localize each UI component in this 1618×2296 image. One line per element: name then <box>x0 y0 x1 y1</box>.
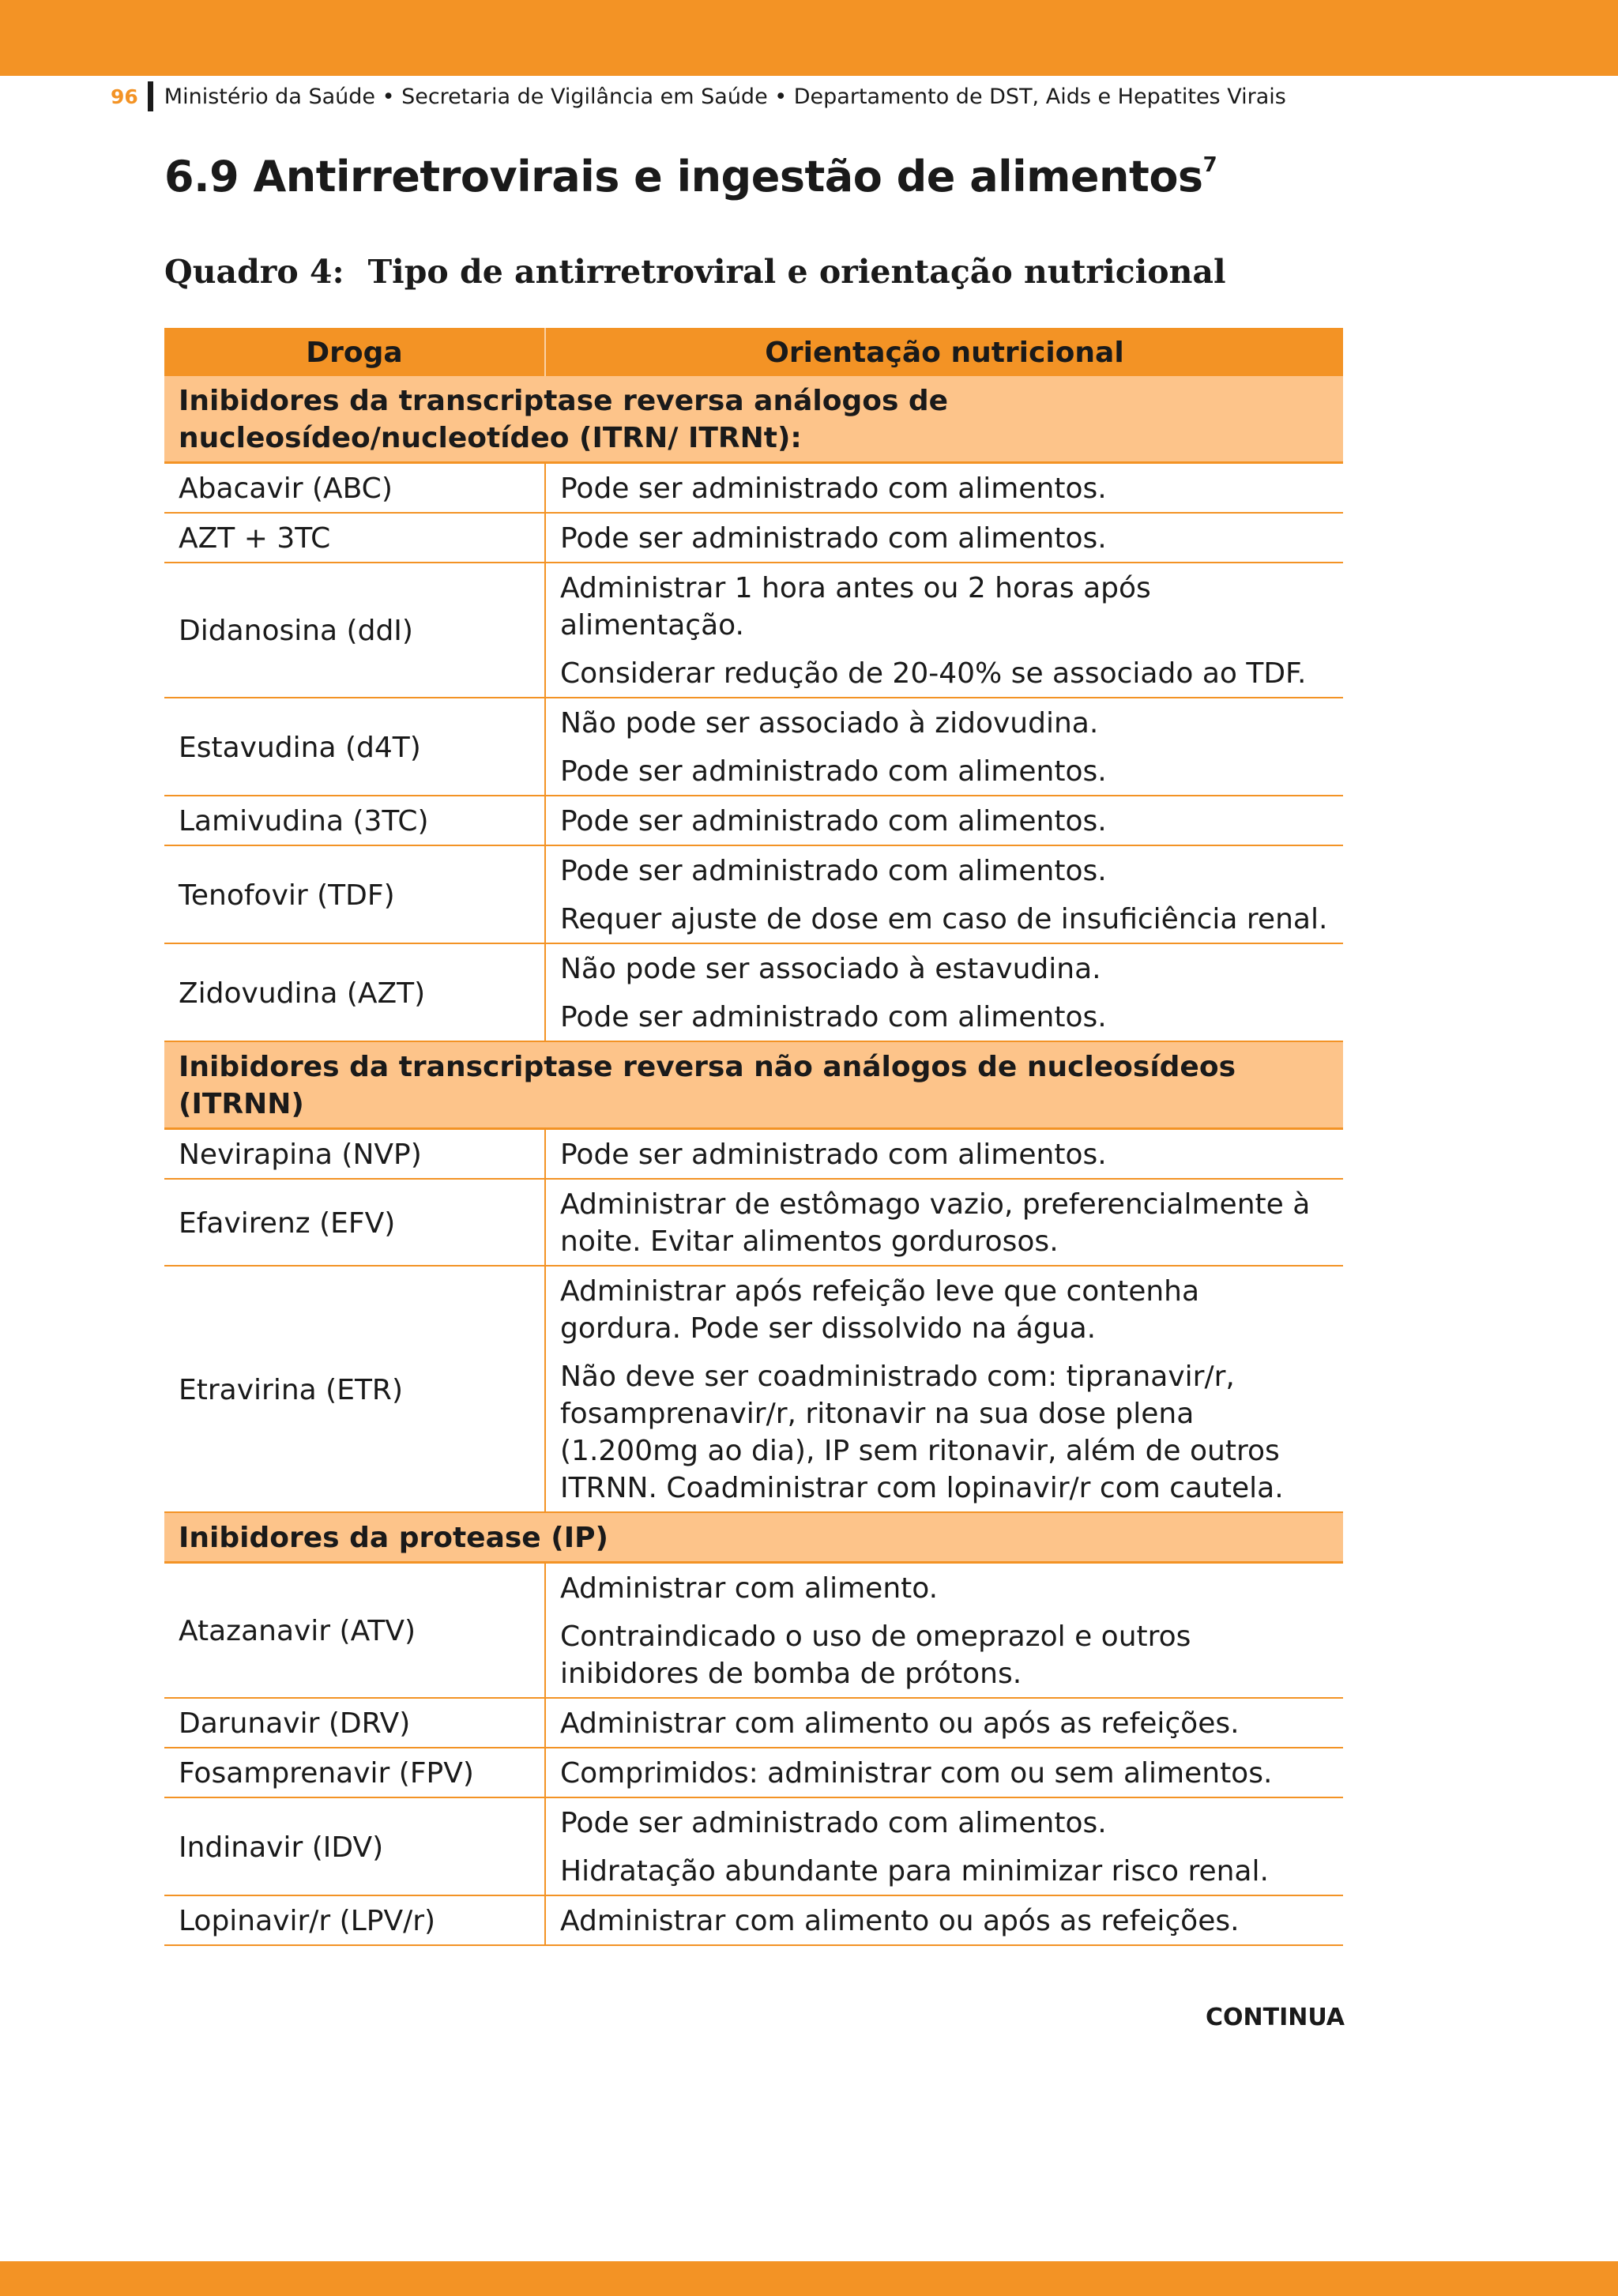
orientation-cell <box>545 563 1343 698</box>
orientation-note: Pode ser administrado com alimentos. <box>560 805 1107 837</box>
caption-label: Quadro 4: <box>164 253 344 291</box>
orientation-cell <box>545 1698 1343 1748</box>
orientation-note: Considerar redução de 20-40% se associado ao TDF. <box>560 657 1307 690</box>
orientation-note: Pode ser administrado com alimentos. <box>560 1807 1107 1839</box>
group-row <box>164 1512 1343 1563</box>
drug-cell: Atazanavir (ATV) <box>164 1563 545 1699</box>
drug-cell: Didanosina (ddI) <box>164 563 545 698</box>
header-drug: Droga <box>164 328 545 376</box>
drug-cell: Estavudina (d4T) <box>164 698 545 796</box>
table-row <box>164 1179 1343 1266</box>
table-header-row <box>164 328 1343 376</box>
orientation-note: Administrar após refeição leve que contenha gordura. Pode ser dissolvido na água. <box>560 1275 1200 1345</box>
nutrition-table <box>164 328 1343 1946</box>
table-caption <box>164 253 1226 291</box>
section-title <box>164 152 1217 201</box>
table-row <box>164 1266 1343 1512</box>
group-title: Inibidores da protease (IP) <box>164 1512 1343 1563</box>
orientation-note: Pode ser administrado com alimentos. <box>560 855 1107 887</box>
header-divider <box>148 81 153 111</box>
bottom-orange-band <box>0 2261 1618 2296</box>
orientation-note: Não deve ser coadministrado com: tipranavir/r, fosamprenavir/r, ritonavir na sua dose plena (1.200mg ao dia), IP sem ritonavir, além de outros ITRNN. Coadministrar com lopinavir/r com cautela. <box>560 1361 1284 1504</box>
page-number: 96 <box>111 85 138 108</box>
orientation-note: Hidratação abundante para minimizar risco renal. <box>560 1855 1269 1888</box>
drug-cell: Zidovudina (AZT) <box>164 943 545 1041</box>
orientation-cell <box>545 943 1343 1041</box>
orientation-note: Não pode ser associado à zidovudina. <box>560 707 1099 740</box>
drug-cell: Lopinavir/r (LPV/r) <box>164 1895 545 1945</box>
drug-cell: Lamivudina (3TC) <box>164 796 545 845</box>
drug-cell: Efavirenz (EFV) <box>164 1179 545 1266</box>
table-row <box>164 943 1343 1041</box>
table-row <box>164 563 1343 698</box>
orientation-note: Administrar com alimento. <box>560 1572 939 1605</box>
orientation-note: Pode ser administrado com alimentos. <box>560 1001 1107 1033</box>
header-orientation: Orientação nutricional <box>545 328 1343 376</box>
orientation-note: Pode ser administrado com alimentos. <box>560 1139 1107 1171</box>
table-row <box>164 796 1343 845</box>
orientation-cell <box>545 1129 1343 1180</box>
orientation-cell <box>545 513 1343 563</box>
drug-cell: Abacavir (ABC) <box>164 463 545 514</box>
table-row <box>164 513 1343 563</box>
drug-cell: Tenofovir (TDF) <box>164 845 545 943</box>
orientation-note: Pode ser administrado com alimentos. <box>560 472 1107 505</box>
table-row <box>164 845 1343 943</box>
drug-cell: Darunavir (DRV) <box>164 1698 545 1748</box>
orientation-note: Pode ser administrado com alimentos. <box>560 522 1107 555</box>
orientation-cell <box>545 463 1343 514</box>
orientation-note: Administrar 1 hora antes ou 2 horas após alimentação. <box>560 572 1151 642</box>
group-row <box>164 1041 1343 1129</box>
table-row <box>164 698 1343 796</box>
table-row <box>164 1563 1343 1699</box>
orientation-note: Pode ser administrado com alimentos. <box>560 755 1107 788</box>
drug-cell: Nevirapina (NVP) <box>164 1129 545 1180</box>
drug-cell: Fosamprenavir (FPV) <box>164 1748 545 1797</box>
orientation-note: Administrar com alimento ou após as refeições. <box>560 1707 1240 1740</box>
table-row <box>164 1698 1343 1748</box>
table-row <box>164 463 1343 514</box>
orientation-cell <box>545 845 1343 943</box>
drug-cell: Indinavir (IDV) <box>164 1797 545 1895</box>
orientation-cell <box>545 1563 1343 1699</box>
orientation-note: Requer ajuste de dose em caso de insuficiência renal. <box>560 903 1328 935</box>
orientation-cell <box>545 796 1343 845</box>
group-title: Inibidores da transcriptase reversa não análogos de nucleosídeos (ITRNN) <box>164 1041 1343 1129</box>
table-row <box>164 1797 1343 1895</box>
orientation-cell <box>545 1895 1343 1945</box>
orientation-note: Administrar de estômago vazio, preferencialmente à noite. Evitar alimentos gordurosos. <box>560 1188 1311 1258</box>
group-title: Inibidores da transcriptase reversa análogos de nucleosídeo/nucleotídeo (ITRN/ ITRNt): <box>164 376 1343 463</box>
orientation-note: Não pode ser associado à estavudina. <box>560 953 1101 985</box>
section-title-text: 6.9 Antirretrovirais e ingestão de alimentos <box>164 152 1203 201</box>
orientation-note: Comprimidos: administrar com ou sem alimentos. <box>560 1757 1273 1790</box>
table-body <box>164 376 1343 1945</box>
continua-label: CONTINUA <box>1205 2004 1345 2031</box>
drug-cell: AZT + 3TC <box>164 513 545 563</box>
orientation-note: Contraindicado o uso de omeprazol e outros inibidores de bomba de prótons. <box>560 1620 1191 1690</box>
orientation-cell <box>545 1179 1343 1266</box>
running-header <box>111 82 1286 111</box>
orientation-cell <box>545 1797 1343 1895</box>
orientation-note: Administrar com alimento ou após as refeições. <box>560 1905 1240 1937</box>
orientation-cell <box>545 1748 1343 1797</box>
caption-text: Tipo de antirretroviral e orientação nutricional <box>367 253 1226 291</box>
table-row <box>164 1129 1343 1180</box>
group-row <box>164 376 1343 463</box>
table-row <box>164 1748 1343 1797</box>
drug-cell: Etravirina (ETR) <box>164 1266 545 1512</box>
orientation-cell <box>545 1266 1343 1512</box>
footnote-reference: 7 <box>1202 153 1217 177</box>
orientation-cell <box>545 698 1343 796</box>
top-orange-band <box>0 0 1618 76</box>
running-title: Ministério da Saúde • Secretaria de Vigilância em Saúde • Departamento de DST, Aids e Hepatites Virais <box>164 84 1286 109</box>
table-row <box>164 1895 1343 1945</box>
